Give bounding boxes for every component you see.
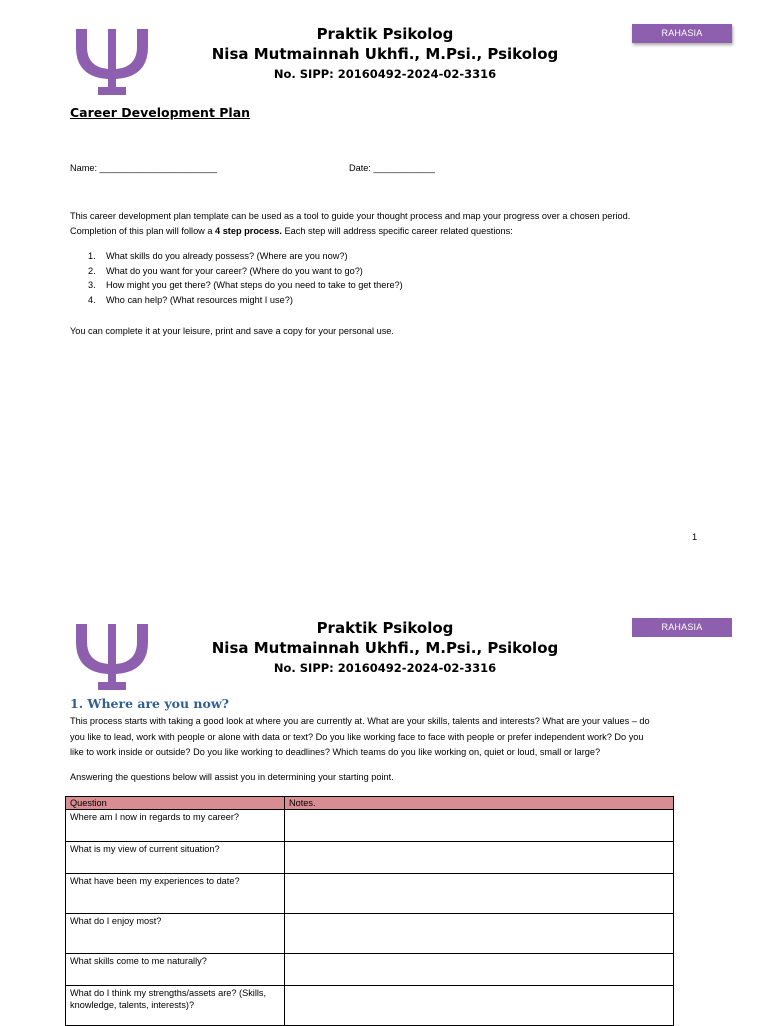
- psi-symbol-icon: [72, 25, 152, 97]
- list-number: 4.: [88, 295, 96, 306]
- question-cell: What do I enjoy most?: [66, 914, 285, 954]
- document-page-2: [0, 590, 768, 1024]
- intro-line-2: [70, 224, 690, 239]
- notes-cell[interactable]: [285, 842, 674, 874]
- date-field: Date: ____________: [349, 163, 435, 173]
- table-row: [66, 986, 674, 1026]
- list-item: [88, 278, 403, 293]
- license-number: No. SIPP: 20160492-2024-02-3316: [273, 661, 497, 675]
- list-item: [88, 293, 403, 308]
- paragraph-line: like to work inside or outside? Do you like working to deadlines? Which teams do you like working on, quiet or loud, small or large?: [70, 747, 601, 758]
- column-header-question: Question: [66, 797, 285, 810]
- list-item: [88, 264, 403, 279]
- psychologist-name: Nisa Mutmainnah Ukhfi., M.Psi., Psikolog: [211, 639, 559, 657]
- notes-cell[interactable]: [285, 954, 674, 986]
- letterhead: [150, 24, 620, 84]
- question-cell: Where am I now in regards to my career?: [66, 810, 285, 842]
- confidential-badge: RAHASIA: [632, 24, 732, 43]
- document-title: Career Development Plan: [70, 105, 251, 120]
- list-text: What do you want for your career? (Where do you want to go?): [106, 265, 363, 276]
- table-row: [66, 954, 674, 986]
- name-field: Name: _______________________: [70, 163, 218, 173]
- notes-cell[interactable]: [285, 874, 674, 914]
- table-row: [66, 914, 674, 954]
- page-number: 1: [692, 532, 698, 542]
- letterhead: [150, 618, 620, 678]
- paragraph-line: you like to lead, work with people or alone with data or text? Do you like working face to face with people or prefer independent work? Do you: [70, 731, 644, 742]
- list-number: 3.: [88, 280, 96, 291]
- question-cell: What do I think my strengths/assets are? (Skills, knowledge, talents, interests)?: [66, 986, 285, 1026]
- list-number: 2.: [88, 265, 96, 276]
- question-cell: What is my view of current situation?: [66, 842, 285, 874]
- notes-cell[interactable]: [285, 986, 674, 1026]
- section-heading: 1. Where are you now?: [70, 696, 229, 711]
- confidential-badge: RAHASIA: [632, 618, 732, 637]
- intro-line-1: This career development plan template can be used as a tool to guide your thought process and map your progress over a chosen period.: [70, 211, 631, 221]
- steps-list: [88, 249, 403, 308]
- question-cell: What have been my experiences to date?: [66, 874, 285, 914]
- practice-title: Praktik Psikolog: [316, 25, 454, 43]
- list-number: 1.: [88, 251, 96, 261]
- license-number: No. SIPP: 20160492-2024-02-3316: [273, 67, 497, 81]
- intro-paragraph: [70, 209, 690, 239]
- list-text: What skills do you already possess? (Where are you now?): [106, 251, 348, 261]
- question-cell: What skills come to me naturally?: [66, 954, 285, 986]
- table-row: [66, 874, 674, 914]
- column-header-notes: Notes.: [285, 797, 674, 810]
- intro-emphasis: 4 step process.: [215, 226, 282, 236]
- intro-text: Completion of this plan will follow a: [70, 226, 216, 236]
- notes-cell[interactable]: [285, 810, 674, 842]
- table-row: [66, 842, 674, 874]
- list-text: Who can help? (What resources might I use?): [106, 295, 293, 306]
- notes-cell[interactable]: [285, 914, 674, 954]
- list-item: [88, 249, 403, 264]
- instructions-text: Answering the questions below will assist you in determining your starting point.: [70, 772, 394, 782]
- practice-title: Praktik Psikolog: [316, 619, 454, 637]
- questions-table: [65, 796, 674, 1026]
- closing-note: You can complete it at your leisure, print and save a copy for your personal use.: [70, 326, 394, 336]
- intro-text-cont: Each step will address specific career related questions:: [281, 226, 513, 236]
- psychologist-name: Nisa Mutmainnah Ukhfi., M.Psi., Psikolog: [211, 45, 559, 63]
- section-paragraph: [70, 714, 700, 761]
- paragraph-line: This process starts with taking a good look at where you are currently at. What are your skills, talents and interests? What are your values – do: [70, 716, 650, 726]
- table-row: [66, 810, 674, 842]
- psi-symbol-icon: [72, 620, 152, 692]
- list-text: How might you get there? (What steps do you need to take to get there?): [106, 280, 403, 291]
- table-header-row: [66, 797, 674, 810]
